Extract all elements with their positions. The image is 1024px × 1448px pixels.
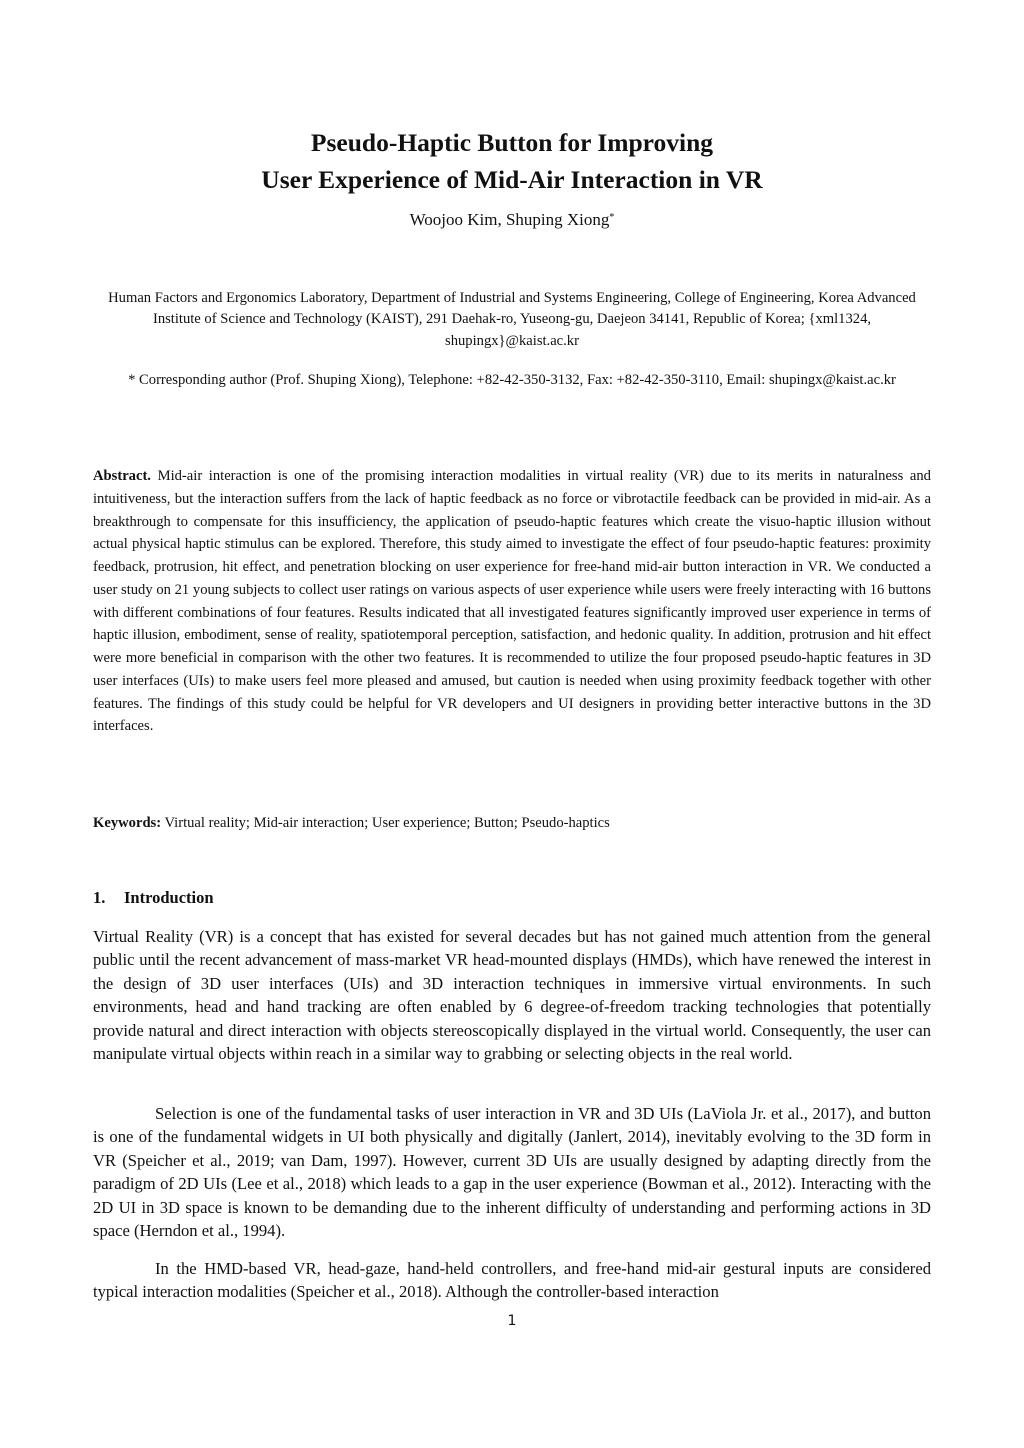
author-list — [93, 208, 931, 232]
corresponding-author-note: * Corresponding author (Prof. Shuping Xiong), Telephone: +82-42-350-3132, Fax: +82-42-350-3110, Email: shupingx@kaist.ac.kr — [128, 372, 896, 388]
keywords-label: Keywords: — [93, 815, 162, 831]
section-title: Introduction — [124, 888, 214, 907]
affiliation: Human Factors and Ergonomics Laboratory, Department of Industrial and Systems Engineering, College of Engineering, Korea Advanced Institute of Science and Technology (KAIST), 291 Daehak-ro, Yuseong-gu, Daejeon 34141, Republic of Korea; {xml1324, shupingx}@kaist.ac.kr — [108, 290, 916, 349]
title-line-1: Pseudo-Haptic Button for Improving — [310, 128, 714, 157]
intro-paragraph-3: In the HMD-based VR, head-gaze, hand-held controllers, and free-hand mid-air gestural inputs are considered typical interaction modalities (Speicher et al., 2018). Although the controller-based interaction — [93, 1259, 931, 1302]
keywords — [93, 812, 931, 834]
title-line-2: User Experience of Mid-Air Interaction in VR — [261, 165, 763, 194]
author-names: Woojoo Kim, Shuping Xiong — [409, 210, 610, 229]
section-number: 1. — [93, 888, 106, 907]
keywords-text: Virtual reality; Mid-air interaction; User experience; Button; Pseudo-haptics — [164, 815, 610, 831]
paper-title — [93, 124, 931, 198]
page-number: 1 — [507, 1313, 517, 1329]
corresponding-marker: * — [609, 212, 615, 223]
abstract — [93, 465, 931, 738]
intro-paragraph-1: Virtual Reality (VR) is a concept that has existed for several decades but has not gained much attention from the general public until the recent advancement of mass-market VR head-mounted displays (HMDs), which have renewed the interest in the design of 3D user interfaces (UIs) and 3D interaction techniques in immersive virtual environments. In such environments, head and hand tracking are often enabled by 6 degree-of-freedom tracking technologies that potentially provide natural and direct interaction with objects stereoscopically displayed in the virtual world. Consequently, the user can manipulate virtual objects within reach in a similar way to grabbing or selecting objects in the real world. — [93, 927, 931, 1064]
intro-paragraph-2: Selection is one of the fundamental tasks of user interaction in VR and 3D UIs (LaViola Jr. et al., 2017), and button is one of the fundamental widgets in UI both physically and digitally (Janlert, 2014), inevitably evolving to the 3D form in VR (Speicher et al., 2019; van Dam, 1997). However, current 3D UIs are usually designed by adapting directly from the paradigm of 2D UIs (Lee et al., 2018) which leads to a gap in the user experience (Bowman et al., 2012). Interacting with the 2D UI in 3D space is known to be demanding due to the inherent difficulty of understanding and performing actions in 3D space (Herndon et al., 1994). — [93, 1104, 931, 1241]
section-heading-introduction — [93, 886, 931, 910]
abstract-text: Mid-air interaction is one of the promising interaction modalities in virtual reality (VR) due to its merits in naturalness and intuitiveness, but the interaction suffers from the lack of haptic feedback as no force or vibrotactile feedback can be provided in mid-air. As a breakthrough to compensate for this insufficiency, the application of pseudo-haptic features which create the visuo-haptic illusion without actual physical haptic stimulus can be explored. Therefore, this study aimed to investigate the effect of four pseudo-haptic features: proximity feedback, protrusion, hit effect, and penetration blocking on user experience for free-hand mid-air button interaction in VR. We conducted a user study on 21 young subjects to collect user ratings on various aspects of user experience while users were freely interacting with 16 buttons with different combinations of four features. Results indicated that all investigated features significantly improved user experience in terms of haptic illusion, embodiment, sense of reality, spatiotemporal perception, satisfaction, and hedonic quality. In addition, protrusion and hit effect were more beneficial in comparison with the other two features. It is recommended to utilize the four proposed pseudo-haptic features in 3D user interfaces (UIs) to make users feel more pleased and amused, but caution is needed when using proximity feedback together with other features. The findings of this study could be helpful for VR developers and UI designers in providing better interactive buttons in the 3D interfaces. — [93, 468, 931, 735]
abstract-label: Abstract. — [93, 468, 151, 484]
